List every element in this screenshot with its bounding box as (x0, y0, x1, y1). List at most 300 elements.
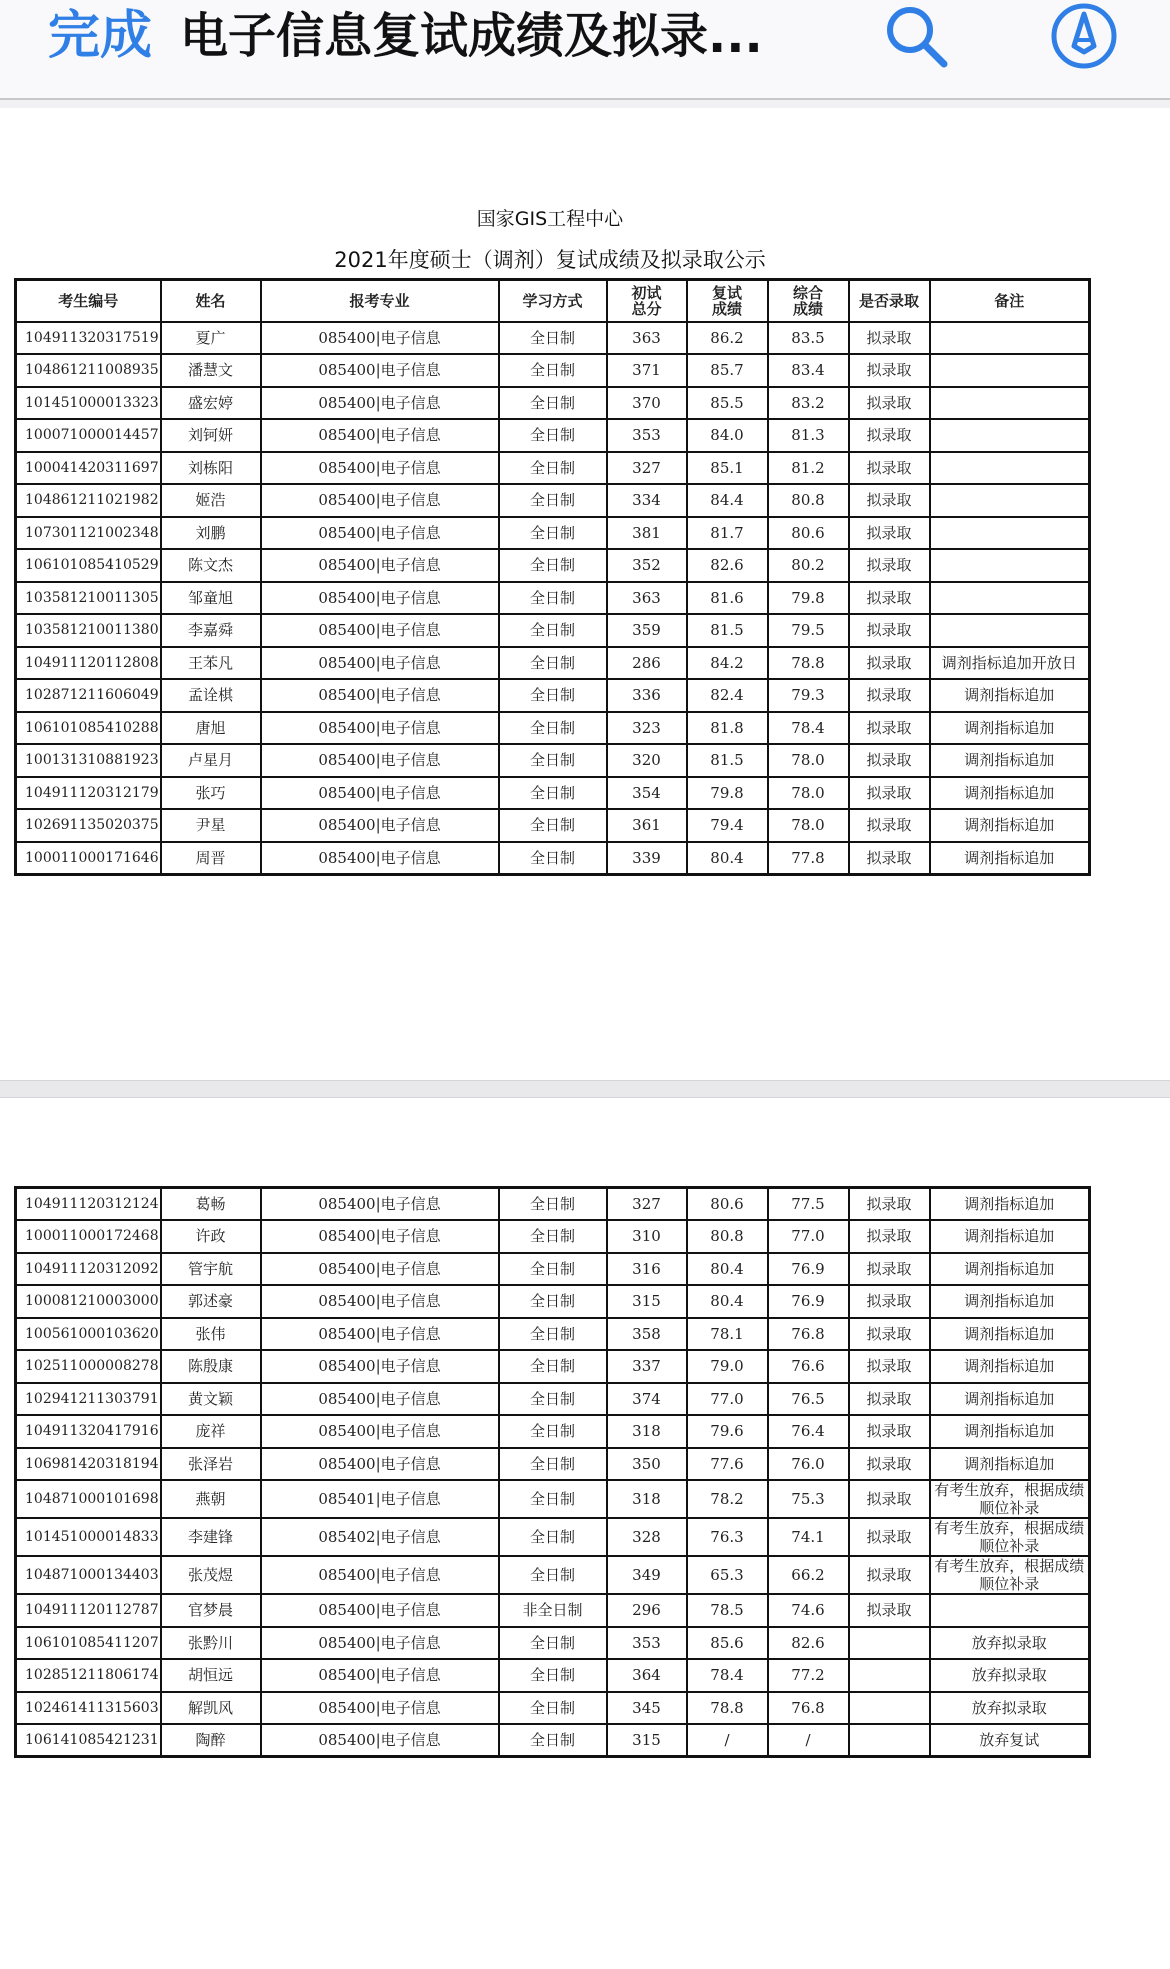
table-row (16, 1659, 1090, 1692)
table-row (16, 809, 1090, 842)
cell-major: 085400|电子信息 (261, 1692, 499, 1725)
table-row (16, 1448, 1090, 1481)
cell-admission-status: 拟录取 (849, 1350, 930, 1383)
cell-initial-score: 316 (607, 1253, 687, 1286)
cell-admission-status: 拟录取 (849, 1448, 930, 1481)
cell-total-score: 76.0 (768, 1448, 849, 1481)
cell-study-mode: 非全日制 (499, 1594, 607, 1627)
cell-initial-score: 363 (607, 582, 687, 615)
cell-retest-score: 82.6 (687, 549, 768, 582)
cell-admission-status: 拟录取 (849, 1518, 930, 1556)
cell-candidate-id: 100081210003000 (16, 1285, 161, 1318)
cell-candidate-id: 101451000013323 (16, 387, 161, 420)
page-top-shadow (0, 100, 1170, 108)
header-major: 报考专业 (261, 280, 499, 322)
cell-initial-score: 296 (607, 1594, 687, 1627)
cell-admission-status: 拟录取 (849, 387, 930, 420)
cell-candidate-id: 104911120112808 (16, 647, 161, 680)
cell-major: 085400|电子信息 (261, 1556, 499, 1594)
cell-retest-score: 81.5 (687, 744, 768, 777)
header-retest-score: 复试 成绩 (687, 280, 768, 322)
cell-name: 李嘉舜 (161, 614, 261, 647)
cell-major: 085400|电子信息 (261, 1253, 499, 1286)
cell-admission-status (849, 1692, 930, 1725)
cell-major: 085400|电子信息 (261, 582, 499, 615)
cell-total-score: 83.4 (768, 354, 849, 387)
cell-name: 张泽岩 (161, 1448, 261, 1481)
cell-admission-status: 拟录取 (849, 744, 930, 777)
table-row (16, 842, 1090, 875)
cell-name: 官梦晨 (161, 1594, 261, 1627)
cell-study-mode: 全日制 (499, 484, 607, 517)
cell-retest-score: 79.6 (687, 1415, 768, 1448)
cell-initial-score: 353 (607, 1627, 687, 1660)
cell-major: 085400|电子信息 (261, 387, 499, 420)
cell-admission-status: 拟录取 (849, 1318, 930, 1351)
scores-table-page-2 (14, 1186, 1091, 1758)
cell-initial-score: 371 (607, 354, 687, 387)
cell-study-mode: 全日制 (499, 1518, 607, 1556)
table-row (16, 1724, 1090, 1757)
cell-admission-status: 拟录取 (849, 647, 930, 680)
cell-initial-score: 349 (607, 1556, 687, 1594)
cell-remark: 有考生放弃，根据成绩顺位补录 (930, 1518, 1090, 1556)
cell-name: 管宇航 (161, 1253, 261, 1286)
cell-total-score: 74.1 (768, 1518, 849, 1556)
cell-retest-score: 84.2 (687, 647, 768, 680)
cell-remark: 调剂指标追加 (930, 842, 1090, 875)
cell-candidate-id: 107301121002348 (16, 517, 161, 550)
cell-remark: 调剂指标追加 (930, 1448, 1090, 1481)
cell-initial-score: 286 (607, 647, 687, 680)
table-row (16, 647, 1090, 680)
cell-total-score: 76.6 (768, 1350, 849, 1383)
search-icon[interactable] (880, 0, 952, 72)
cell-study-mode: 全日制 (499, 354, 607, 387)
cell-major: 085400|电子信息 (261, 322, 499, 355)
cell-remark: 放弃拟录取 (930, 1692, 1090, 1725)
cell-initial-score: 334 (607, 484, 687, 517)
table-row (16, 452, 1090, 485)
cell-remark (930, 419, 1090, 452)
cell-initial-score: 310 (607, 1220, 687, 1253)
cell-retest-score: 77.6 (687, 1448, 768, 1481)
table-row (16, 1594, 1090, 1627)
header-remark: 备注 (930, 280, 1090, 322)
cell-name: 卢星月 (161, 744, 261, 777)
cell-total-score: 80.8 (768, 484, 849, 517)
cell-total-score: 78.0 (768, 809, 849, 842)
cell-candidate-id: 104871000134403 (16, 1556, 161, 1594)
cell-candidate-id: 106981420318194 (16, 1448, 161, 1481)
cell-initial-score: 374 (607, 1383, 687, 1416)
cell-remark: 调剂指标追加 (930, 777, 1090, 810)
cell-admission-status: 拟录取 (849, 679, 930, 712)
cell-admission-status: 拟录取 (849, 517, 930, 550)
cell-remark: 放弃拟录取 (930, 1627, 1090, 1660)
cell-admission-status: 拟录取 (849, 452, 930, 485)
cell-major: 085400|电子信息 (261, 484, 499, 517)
cell-name: 王苯凡 (161, 647, 261, 680)
cell-study-mode: 全日制 (499, 744, 607, 777)
cell-candidate-id: 100561000103620 (16, 1318, 161, 1351)
cell-study-mode: 全日制 (499, 419, 607, 452)
cell-major: 085400|电子信息 (261, 809, 499, 842)
cell-total-score: 75.3 (768, 1480, 849, 1518)
cell-initial-score: 339 (607, 842, 687, 875)
document-org: 国家GIS工程中心 (476, 208, 624, 230)
cell-admission-status: 拟录取 (849, 1480, 930, 1518)
cell-retest-score: 85.6 (687, 1627, 768, 1660)
cell-retest-score: 80.8 (687, 1220, 768, 1253)
cell-major: 085400|电子信息 (261, 354, 499, 387)
cell-retest-score: 80.6 (687, 1188, 768, 1221)
cell-retest-score: 78.2 (687, 1480, 768, 1518)
cell-study-mode: 全日制 (499, 582, 607, 615)
cell-study-mode: 全日制 (499, 1415, 607, 1448)
table-row (16, 1556, 1090, 1594)
cell-study-mode: 全日制 (499, 777, 607, 810)
cell-major: 085400|电子信息 (261, 1627, 499, 1660)
cell-candidate-id: 102871211606049 (16, 679, 161, 712)
cell-candidate-id: 100041420311697 (16, 452, 161, 485)
table-row (16, 549, 1090, 582)
cell-name: 张茂煜 (161, 1556, 261, 1594)
cell-study-mode: 全日制 (499, 1480, 607, 1518)
table-row (16, 1350, 1090, 1383)
cell-admission-status: 拟录取 (849, 419, 930, 452)
cell-name: 张黔川 (161, 1627, 261, 1660)
scores-table-page-1 (14, 278, 1091, 876)
cell-initial-score: 320 (607, 744, 687, 777)
cell-name: 解凯风 (161, 1692, 261, 1725)
cell-retest-score: 82.4 (687, 679, 768, 712)
cell-study-mode: 全日制 (499, 1659, 607, 1692)
cell-remark (930, 1594, 1090, 1627)
header-admission-status: 是否录取 (849, 280, 930, 322)
cell-retest-score: 80.4 (687, 842, 768, 875)
table-row (16, 1220, 1090, 1253)
cell-retest-score: 65.3 (687, 1556, 768, 1594)
markup-pen-icon[interactable] (1048, 0, 1120, 72)
cell-initial-score: 318 (607, 1480, 687, 1518)
cell-total-score: 81.3 (768, 419, 849, 452)
cell-initial-score: 354 (607, 777, 687, 810)
cell-admission-status: 拟录取 (849, 1253, 930, 1286)
cell-remark (930, 614, 1090, 647)
cell-name: 胡恒远 (161, 1659, 261, 1692)
cell-remark: 调剂指标追加 (930, 1220, 1090, 1253)
cell-total-score: 78.0 (768, 744, 849, 777)
table-row (16, 1518, 1090, 1556)
cell-major: 085400|电子信息 (261, 777, 499, 810)
cell-initial-score: 327 (607, 1188, 687, 1221)
cell-study-mode: 全日制 (499, 1285, 607, 1318)
cell-total-score: 83.2 (768, 387, 849, 420)
cell-total-score: 81.2 (768, 452, 849, 485)
cell-name: 陈文杰 (161, 549, 261, 582)
document-heading: 2021年度硕士（调剂）复试成绩及拟录取公示 (334, 248, 766, 272)
cell-remark: 调剂指标追加 (930, 744, 1090, 777)
cell-candidate-id: 104911120112787 (16, 1594, 161, 1627)
cell-study-mode: 全日制 (499, 842, 607, 875)
cell-total-score: 79.8 (768, 582, 849, 615)
table-row (16, 1383, 1090, 1416)
cell-remark: 调剂指标追加 (930, 809, 1090, 842)
cell-remark (930, 452, 1090, 485)
cell-admission-status (849, 1659, 930, 1692)
cell-study-mode: 全日制 (499, 679, 607, 712)
header-total-score: 综合 成绩 (768, 280, 849, 322)
header-initial-score: 初试 总分 (607, 280, 687, 322)
cell-retest-score: 76.3 (687, 1518, 768, 1556)
cell-candidate-id: 103581210011305 (16, 582, 161, 615)
cell-admission-status: 拟录取 (849, 1220, 930, 1253)
cell-study-mode: 全日制 (499, 452, 607, 485)
cell-name: 唐旭 (161, 712, 261, 745)
cell-total-score: 78.4 (768, 712, 849, 745)
cell-admission-status: 拟录取 (849, 1285, 930, 1318)
cell-initial-score: 364 (607, 1659, 687, 1692)
cell-candidate-id: 106101085410288 (16, 712, 161, 745)
cell-admission-status: 拟录取 (849, 809, 930, 842)
cell-major: 085400|电子信息 (261, 1415, 499, 1448)
cell-total-score: 79.5 (768, 614, 849, 647)
cell-total-score: 80.2 (768, 549, 849, 582)
cell-admission-status: 拟录取 (849, 842, 930, 875)
cell-major: 085400|电子信息 (261, 517, 499, 550)
cell-study-mode: 全日制 (499, 1692, 607, 1725)
cell-name: 陈殷康 (161, 1350, 261, 1383)
cell-remark (930, 387, 1090, 420)
cell-retest-score: 81.7 (687, 517, 768, 550)
cell-retest-score: 77.0 (687, 1383, 768, 1416)
cell-remark (930, 322, 1090, 355)
cell-initial-score: 315 (607, 1724, 687, 1757)
cell-remark (930, 354, 1090, 387)
cell-total-score: 76.4 (768, 1415, 849, 1448)
cell-remark: 有考生放弃，根据成绩顺位补录 (930, 1480, 1090, 1518)
cell-total-score: 76.8 (768, 1318, 849, 1351)
cell-study-mode: 全日制 (499, 1627, 607, 1660)
cell-initial-score: 361 (607, 809, 687, 842)
cell-initial-score: 327 (607, 452, 687, 485)
header-candidate-id: 考生编号 (16, 280, 161, 322)
cell-name: 燕朝 (161, 1480, 261, 1518)
cell-candidate-id: 106101085410529 (16, 549, 161, 582)
cell-major: 085400|电子信息 (261, 1383, 499, 1416)
cell-retest-score: 85.1 (687, 452, 768, 485)
cell-remark: 放弃拟录取 (930, 1659, 1090, 1692)
cell-admission-status: 拟录取 (849, 549, 930, 582)
cell-study-mode: 全日制 (499, 809, 607, 842)
cell-name: 庞祥 (161, 1415, 261, 1448)
cell-total-score: 82.6 (768, 1627, 849, 1660)
cell-study-mode: 全日制 (499, 549, 607, 582)
cell-remark: 调剂指标追加 (930, 712, 1090, 745)
cell-remark: 调剂指标追加开放日 (930, 647, 1090, 680)
cell-candidate-id: 106101085411207 (16, 1627, 161, 1660)
cell-candidate-id: 100071000014457 (16, 419, 161, 452)
cell-study-mode: 全日制 (499, 1220, 607, 1253)
table-row (16, 712, 1090, 745)
cell-admission-status: 拟录取 (849, 1383, 930, 1416)
cell-major: 085400|电子信息 (261, 1318, 499, 1351)
cell-major: 085400|电子信息 (261, 1594, 499, 1627)
cell-study-mode: 全日制 (499, 322, 607, 355)
cell-study-mode: 全日制 (499, 1318, 607, 1351)
cell-admission-status: 拟录取 (849, 484, 930, 517)
cell-candidate-id: 100011000171646 (16, 842, 161, 875)
table-row (16, 1285, 1090, 1318)
table-row (16, 1188, 1090, 1221)
table-row (16, 419, 1090, 452)
cell-name: 张巧 (161, 777, 261, 810)
cell-initial-score: 315 (607, 1285, 687, 1318)
cell-admission-status: 拟录取 (849, 614, 930, 647)
cell-retest-score: 84.4 (687, 484, 768, 517)
cell-candidate-id: 100131310881923 (16, 744, 161, 777)
cell-admission-status: 拟录取 (849, 582, 930, 615)
cell-study-mode: 全日制 (499, 517, 607, 550)
cell-study-mode: 全日制 (499, 387, 607, 420)
cell-remark: 放弃复试 (930, 1724, 1090, 1757)
cell-major: 085400|电子信息 (261, 1220, 499, 1253)
cell-remark: 调剂指标追加 (930, 1415, 1090, 1448)
cell-study-mode: 全日制 (499, 712, 607, 745)
cell-remark: 调剂指标追加 (930, 1188, 1090, 1221)
cell-total-score: / (768, 1724, 849, 1757)
done-button[interactable]: 完成 (48, 6, 153, 66)
table-row (16, 614, 1090, 647)
cell-total-score: 76.9 (768, 1285, 849, 1318)
table-row (16, 354, 1090, 387)
cell-remark: 调剂指标追加 (930, 1383, 1090, 1416)
cell-name: 郭述豪 (161, 1285, 261, 1318)
cell-initial-score: 352 (607, 549, 687, 582)
cell-name: 黄文颖 (161, 1383, 261, 1416)
cell-initial-score: 337 (607, 1350, 687, 1383)
cell-admission-status: 拟录取 (849, 777, 930, 810)
cell-major: 085400|电子信息 (261, 1448, 499, 1481)
cell-admission-status: 拟录取 (849, 712, 930, 745)
cell-name: 尹星 (161, 809, 261, 842)
cell-major: 085400|电子信息 (261, 1285, 499, 1318)
cell-remark: 调剂指标追加 (930, 1318, 1090, 1351)
document-title: 电子信息复试成绩及拟录... (180, 8, 763, 64)
cell-major: 085400|电子信息 (261, 842, 499, 875)
cell-total-score: 80.6 (768, 517, 849, 550)
cell-total-score: 79.3 (768, 679, 849, 712)
cell-retest-score: 79.8 (687, 777, 768, 810)
cell-name: 刘鹏 (161, 517, 261, 550)
cell-study-mode: 全日制 (499, 1448, 607, 1481)
cell-major: 085400|电子信息 (261, 712, 499, 745)
cell-total-score: 74.6 (768, 1594, 849, 1627)
cell-total-score: 77.8 (768, 842, 849, 875)
cell-candidate-id: 103581210011380 (16, 614, 161, 647)
cell-total-score: 66.2 (768, 1556, 849, 1594)
cell-total-score: 78.0 (768, 777, 849, 810)
cell-major: 085400|电子信息 (261, 1350, 499, 1383)
cell-name: 李建锋 (161, 1518, 261, 1556)
cell-initial-score: 381 (607, 517, 687, 550)
table-header-row (16, 280, 1090, 322)
cell-initial-score: 318 (607, 1415, 687, 1448)
cell-retest-score: 80.4 (687, 1253, 768, 1286)
cell-major: 085402|电子信息 (261, 1518, 499, 1556)
cell-candidate-id: 106141085421231 (16, 1724, 161, 1757)
cell-remark (930, 484, 1090, 517)
cell-study-mode: 全日制 (499, 1724, 607, 1757)
cell-major: 085400|电子信息 (261, 549, 499, 582)
cell-retest-score: 78.8 (687, 1692, 768, 1725)
cell-retest-score: 78.4 (687, 1659, 768, 1692)
cell-retest-score: 79.0 (687, 1350, 768, 1383)
cell-retest-score: 78.1 (687, 1318, 768, 1351)
cell-remark (930, 582, 1090, 615)
cell-major: 085400|电子信息 (261, 1724, 499, 1757)
cell-retest-score: 78.5 (687, 1594, 768, 1627)
cell-study-mode: 全日制 (499, 1253, 607, 1286)
cell-name: 盛宏婷 (161, 387, 261, 420)
cell-major: 085400|电子信息 (261, 614, 499, 647)
cell-candidate-id: 104911120312179 (16, 777, 161, 810)
cell-study-mode: 全日制 (499, 1556, 607, 1594)
cell-total-score: 78.8 (768, 647, 849, 680)
cell-candidate-id: 100011000172468 (16, 1220, 161, 1253)
cell-name: 姬浩 (161, 484, 261, 517)
cell-name: 张伟 (161, 1318, 261, 1351)
cell-initial-score: 359 (607, 614, 687, 647)
cell-name: 陶醉 (161, 1724, 261, 1757)
cell-initial-score: 323 (607, 712, 687, 745)
cell-total-score: 76.9 (768, 1253, 849, 1286)
cell-candidate-id: 104871000101698 (16, 1480, 161, 1518)
table-row (16, 777, 1090, 810)
cell-retest-score: 86.2 (687, 322, 768, 355)
cell-study-mode: 全日制 (499, 1383, 607, 1416)
cell-total-score: 83.5 (768, 322, 849, 355)
cell-initial-score: 328 (607, 1518, 687, 1556)
cell-name: 邹童旭 (161, 582, 261, 615)
cell-retest-score: 81.8 (687, 712, 768, 745)
cell-total-score: 77.0 (768, 1220, 849, 1253)
cell-admission-status (849, 1724, 930, 1757)
cell-candidate-id: 104911120312092 (16, 1253, 161, 1286)
table-row (16, 744, 1090, 777)
cell-retest-score: / (687, 1724, 768, 1757)
cell-candidate-id: 102461411315603 (16, 1692, 161, 1725)
cell-remark: 调剂指标追加 (930, 679, 1090, 712)
cell-study-mode: 全日制 (499, 614, 607, 647)
cell-candidate-id: 102511000008278 (16, 1350, 161, 1383)
cell-initial-score: 345 (607, 1692, 687, 1725)
cell-admission-status: 拟录取 (849, 1556, 930, 1594)
cell-initial-score: 336 (607, 679, 687, 712)
cell-admission-status (849, 1627, 930, 1660)
table-row (16, 679, 1090, 712)
page-separator (0, 1080, 1170, 1098)
cell-retest-score: 84.0 (687, 419, 768, 452)
cell-name: 孟诠棋 (161, 679, 261, 712)
cell-name: 潘慧文 (161, 354, 261, 387)
cell-study-mode: 全日制 (499, 1188, 607, 1221)
cell-retest-score: 79.4 (687, 809, 768, 842)
cell-retest-score: 85.5 (687, 387, 768, 420)
cell-total-score: 76.8 (768, 1692, 849, 1725)
cell-initial-score: 353 (607, 419, 687, 452)
